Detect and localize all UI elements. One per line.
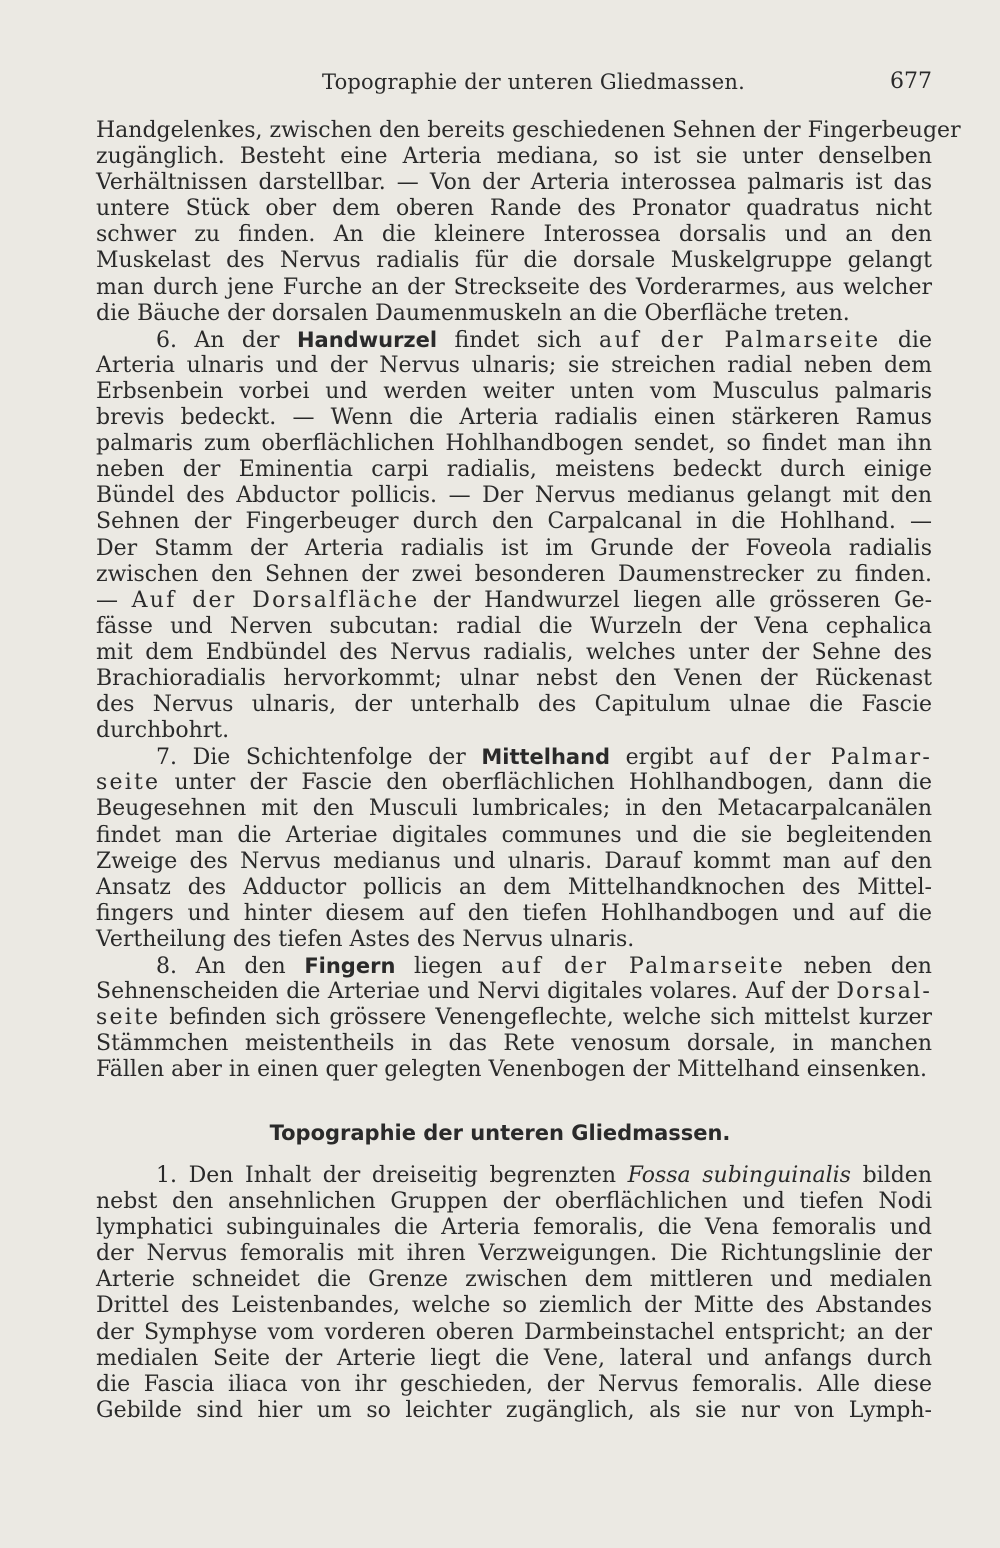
text-line — [96, 1215, 932, 1241]
text-run: Arterie schneidet die Grenze zwischen dem mittleren und medialen — [96, 1267, 932, 1293]
text-run: die Fascia iliaca von ihr geschieden, der Nervus femoralis. Alle diese — [96, 1371, 932, 1397]
text-line — [96, 1057, 932, 1083]
text-run: Arteria ulnaris und der Nervus ulnaris; sie streichen radial neben dem — [96, 352, 932, 378]
text-line — [96, 614, 932, 640]
text-run: Bündel des Abductor pollicis. — Der Nervus medianus gelangt mit den — [96, 483, 932, 509]
text-run: Handgelenkes, zwischen den bereits geschiedenen Sehnen der Fingerbeuger — [96, 118, 961, 143]
text-run: durchbohrt. — [96, 718, 230, 744]
text-run: zwischen den Sehnen der zwei besonderen Daumenstrecker zu finden. — [96, 561, 932, 587]
text-run: medialen Seite der Arterie liegt die Vene, lateral und anfangs durch — [96, 1345, 932, 1371]
section-heading: Topographie der unteren Gliedmassen. — [269, 1121, 731, 1145]
text-run: 1. Den Inhalt der dreiseitig begrenzten — [156, 1163, 628, 1188]
text-run: — — [96, 587, 132, 613]
text-run: Beugesehnen mit den Musculi lumbricales; in den Metacarpalcanälen — [96, 796, 932, 822]
text-line — [96, 483, 932, 509]
text-run: Drittel des Leistenbandes, welche so ziemlich der Mitte des Abstandes — [96, 1293, 932, 1319]
text-run: ergibt — [610, 745, 709, 771]
running-head — [96, 66, 932, 98]
text-run: Der Stamm der Arteria radialis ist im Grunde der Foveola radialis — [96, 535, 932, 561]
text-line — [96, 327, 932, 353]
text-run: nebst den ansehnlichen Gruppen der oberflächlichen und tiefen Nodi — [96, 1189, 932, 1215]
text-line — [96, 901, 932, 927]
text-line — [96, 1241, 932, 1267]
text-run: untere Stück ober dem oberen Rande des Pronator quadratus nicht — [96, 196, 932, 222]
spaced-term: seite — [96, 770, 161, 796]
text-run: der Handwurzel liegen alle grösseren Ge- — [419, 587, 933, 613]
text-line — [96, 353, 932, 379]
text-line — [96, 170, 932, 196]
text-line — [96, 875, 932, 901]
text-line — [96, 718, 932, 744]
text-line — [96, 927, 932, 953]
spaced-term: seite — [96, 1005, 161, 1031]
spaced-term: Auf der Dorsalfläche — [131, 587, 420, 613]
spaced-term: auf der Palmarseite — [599, 327, 881, 353]
text-run: die Bäuche der dorsalen Daumenmuskeln an die Oberfläche treten. — [96, 300, 850, 326]
text-line — [96, 1398, 932, 1424]
text-line — [96, 196, 932, 222]
text-line — [96, 823, 932, 849]
italic-term: Fossa subinguinalis — [627, 1163, 851, 1188]
text-line — [96, 1267, 932, 1293]
text-line — [96, 275, 932, 301]
text-run: Fällen aber in einen quer gelegten Venenbogen der Mittelhand einsenken. — [96, 1057, 928, 1083]
text-run: brevis bedeckt. — Wenn die Arteria radialis einen stärkeren Ramus — [96, 405, 932, 431]
text-run: neben den — [784, 954, 932, 979]
text-run: Erbsenbein vorbei und werden weiter unten vom Musculus palmaris — [96, 378, 932, 404]
text-run: findet man die Arteriae digitales communes und die sie begleitenden — [96, 822, 932, 848]
text-line — [96, 222, 932, 248]
text-line — [96, 640, 932, 666]
text-run: Sehnen der Fingerbeuger durch den Carpalcanal in die Hohlhand. — — [96, 509, 932, 535]
text-line — [96, 405, 932, 431]
bold-term: Mittelhand — [481, 745, 611, 770]
text-line — [96, 1293, 932, 1319]
text-run: Vertheilung des tiefen Astes des Nervus ulnaris. — [96, 926, 635, 952]
text-run: Sehnenscheiden die Arteriae und Nervi digitales volares. Auf der — [96, 979, 837, 1005]
text-line — [96, 379, 932, 405]
text-run: 8. An den — [156, 954, 305, 979]
text-run: Ansatz des Adductor pollicis an dem Mittelhandknochen des Mittel- — [96, 874, 932, 900]
text-line — [96, 744, 932, 770]
text-run: die — [880, 327, 932, 353]
text-run: fässe und Nerven subcutan: radial die Wurzeln der Vena cephalica — [96, 613, 932, 639]
text-run: des Nervus ulnaris, der unterhalb des Capitulum ulnae die Fascie — [96, 692, 932, 718]
text-line — [96, 536, 932, 562]
text-run: Verhältnissen darstellbar. — Von der Arteria interossea palmaris ist das — [96, 170, 932, 196]
text-run: neben der Eminentia carpi radialis, meistens bedeckt durch einige — [96, 457, 932, 483]
text-line — [96, 144, 932, 170]
text-run: fingers und hinter diesem auf den tiefen Hohlhandbogen und auf die — [96, 900, 932, 926]
text-line — [96, 509, 932, 535]
text-line — [96, 1372, 932, 1398]
text-run: Brachioradialis hervorkommt; ulnar nebst den Venen der Rückenast — [96, 665, 932, 691]
text-run: Stämmchen meistentheils in das Rete venosum dorsale, in manchen — [96, 1031, 932, 1057]
spaced-term: auf der Palmar- — [708, 745, 932, 771]
text-run: zugänglich. Besteht eine Arteria mediana, so ist sie unter denselben — [96, 144, 932, 170]
text-run: Gebilde sind hier um so leichter zugänglich, als sie nur von Lymph- — [96, 1397, 932, 1423]
text-run: 7. Die Schichtenfolge der — [156, 745, 482, 771]
text-line — [96, 588, 932, 614]
text-run: 6. An der — [156, 327, 297, 353]
text-line — [96, 431, 932, 457]
text-line — [96, 1189, 932, 1215]
text-run: der Symphyse vom vorderen oberen Darmbeinstachel entspricht; an der — [96, 1319, 932, 1345]
text-line — [96, 562, 932, 588]
bold-term: Fingern — [304, 954, 396, 978]
text-block-lower-limb — [96, 1163, 932, 1424]
text-run: unter der Fascie den oberflächlichen Hohlhandbogen, dann die — [160, 770, 932, 796]
text-line — [96, 248, 932, 274]
text-run: Muskelast des Nervus radialis für die dorsale Muskelgruppe gelangt — [96, 248, 932, 274]
text-line — [96, 1005, 932, 1031]
text-line — [96, 979, 932, 1005]
spaced-term: auf der Palmarseite — [501, 954, 785, 979]
text-line — [96, 666, 932, 692]
page-number: 677 — [890, 69, 932, 94]
text-line — [96, 796, 932, 822]
text-block-hand — [96, 118, 961, 1083]
text-line — [96, 1163, 932, 1189]
text-run: befinden sich grössere Venengeflechte, welche sich mittelst kurzer — [160, 1005, 932, 1031]
text-line — [96, 118, 961, 144]
text-line — [96, 1031, 932, 1057]
text-run: bilden — [850, 1163, 932, 1188]
text-run: der Nervus femoralis mit ihren Verzweigungen. Die Richtungslinie der — [96, 1241, 932, 1267]
text-run: palmaris zum oberflächlichen Hohlhandbogen sendet, so findet man ihn — [96, 431, 932, 457]
text-run: Zweige des Nervus medianus und ulnaris. Darauf kommt man auf den — [96, 848, 932, 874]
text-run: liegen — [395, 954, 502, 979]
spaced-term: Dorsal- — [836, 979, 932, 1005]
text-line — [96, 692, 932, 718]
text-line — [96, 457, 932, 483]
text-line — [96, 301, 932, 327]
bold-term: Handwurzel — [296, 327, 438, 352]
text-line — [96, 849, 932, 875]
text-run: man durch jene Furche an der Streckseite des Vorderarmes, aus welcher — [96, 274, 932, 300]
text-line — [96, 770, 932, 796]
text-line — [96, 1346, 932, 1372]
text-line — [96, 1320, 932, 1346]
running-head-title: Topographie der unteren Gliedmassen. — [322, 70, 745, 94]
text-line — [96, 953, 932, 979]
text-run: lymphatici subinguinales die Arteria femoralis, die Vena femoralis und — [96, 1215, 932, 1241]
text-run: findet sich — [437, 327, 600, 353]
text-run: schwer zu finden. An die kleinere Interossea dorsalis und an den — [96, 222, 932, 248]
text-run: mit dem Endbündel des Nervus radialis, welches unter der Sehne des — [96, 639, 932, 665]
